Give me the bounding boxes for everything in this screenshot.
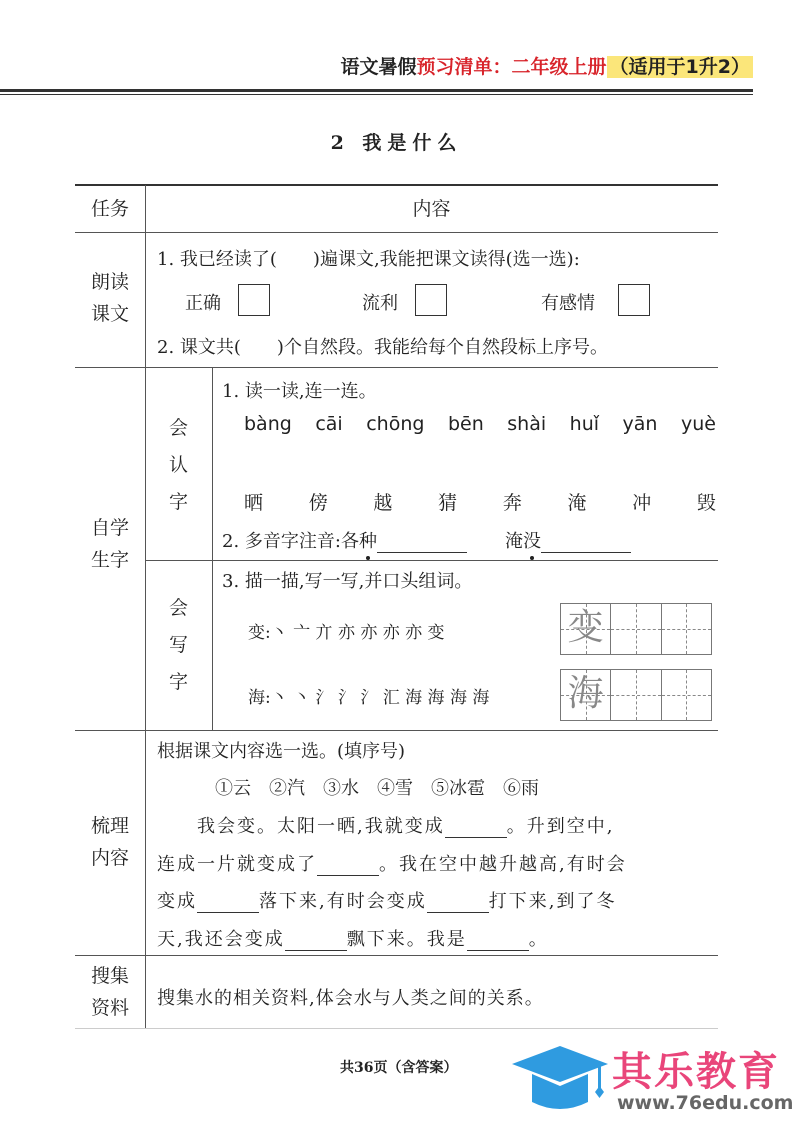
passage-line-2 [157,850,627,876]
label-line: 朗读 [90,271,129,293]
recognize-q1: 1. 读一读,连一连。 [222,381,377,402]
passage-text: 打下来,到了冬 [488,891,617,912]
divider [75,367,718,368]
grid-cell[interactable] [611,670,661,720]
passage-text: 连成一片就变成了 [157,854,317,875]
passage-line-1 [157,812,614,838]
poly-char: 各 [340,531,359,552]
label-char: 字 [168,491,188,513]
label-line: 资料 [90,997,129,1019]
table-bottom-border [75,1028,718,1029]
passage-line-3 [157,887,616,913]
label-char: 写 [168,634,188,656]
sort-question: 根据课文内容选一选。(填序号) [157,741,406,762]
stroke-order-2: 海:丶 丶 氵 氵 氵 汇 海 海 海 海 [248,688,490,708]
checkbox-fluent[interactable] [415,284,447,316]
brand-url: www.76edu.com [617,1092,793,1114]
reading-q1: 1. 我已经读了( )遍课文,我能把课文读得(选一选): [157,249,580,270]
collect-text: 搜集水的相关资料,体会水与人类之间的关系。 [157,988,544,1009]
divider [145,560,718,561]
trace-char: 海 [567,673,604,714]
answer-blank[interactable] [467,932,529,951]
character-item[interactable]: 毁 [696,492,716,514]
pinyin-item[interactable]: bàng [244,413,292,435]
checkbox-expressive[interactable] [618,284,650,316]
divider [75,730,718,731]
label-line: 自学 [90,517,129,539]
header-highlight: （适用于1升2） [607,56,753,78]
character-item[interactable]: 淹 [567,492,587,514]
graduation-cap-icon [510,1044,610,1114]
collect-label [75,960,145,1024]
stroke-order-1: 变:丶 亠 亣 亦 亦 亦 亦 变 [248,623,445,643]
pinyin-item[interactable]: huǐ [569,413,600,435]
divider [75,955,718,956]
label-line: 梳理 [90,815,129,837]
writing-grid-2[interactable] [560,669,712,721]
character-item[interactable]: 晒 [244,492,264,514]
label-char: 会 [168,417,188,439]
passage-text: 我会变。太阳一晒,我就变成 [157,816,445,837]
study-label [75,512,145,576]
reading-label [75,266,145,330]
grid-cell [561,670,611,720]
page-count: 共36页（含答案） [340,1060,458,1076]
table-top-border [75,184,718,186]
passage-text: 飘下来。我是 [346,929,467,950]
character-item[interactable]: 奔 [502,492,522,514]
character-item[interactable]: 冲 [632,492,652,514]
character-row [244,488,716,515]
passage-text: 。升到空中, [506,816,615,837]
character-item[interactable]: 猜 [438,492,458,514]
answer-blank[interactable] [197,894,259,913]
option-fluent: 流利 [362,293,398,314]
answer-blank[interactable] [427,894,489,913]
label-line: 搜集 [90,965,129,987]
label-char: 字 [168,671,188,693]
lesson-title: 2 我是什么 [330,132,463,154]
pinyin-item[interactable]: cāi [315,413,343,435]
recognize-q2 [222,527,631,553]
label-line: 内容 [90,847,129,869]
answer-blank[interactable] [377,534,467,553]
header-rule-thin [0,94,753,95]
trace-char: 变 [567,607,604,648]
pinyin-item[interactable]: yān [622,413,658,435]
answer-blank[interactable] [317,857,379,876]
passage-text: 变成 [157,891,197,912]
q2-text: 2. 多音字注音: [222,531,341,552]
answer-blank[interactable] [285,932,347,951]
checkbox-correct[interactable] [238,284,270,316]
poly-char: 淹 [504,531,523,552]
option-expressive: 有感情 [541,293,595,314]
pinyin-item[interactable]: shài [507,413,547,435]
write-q3: 3. 描一描,写一写,并口头组词。 [222,571,473,592]
passage-text: 落下来,有时会变成 [259,891,427,912]
label-line: 生字 [90,549,129,571]
brand-logo-text: 其乐教育 [612,1049,780,1095]
pinyin-item[interactable]: yuè [681,413,716,435]
pinyin-item[interactable]: chōng [366,413,425,435]
divider [75,232,718,233]
label-char: 会 [168,597,188,619]
answer-blank[interactable] [445,819,507,838]
header-prefix: 语文暑假 [340,56,417,78]
header-red-text: 预习清单：二年级上册 [416,56,607,78]
grid-cell [561,604,611,654]
column-divider [212,367,213,730]
column-header-task: 任务 [90,198,129,220]
header-rule [0,89,753,92]
character-item[interactable]: 傍 [308,492,328,514]
answer-blank[interactable] [541,534,631,553]
grid-cell[interactable] [662,670,711,720]
pinyin-item[interactable]: bēn [447,413,484,435]
pinyin-row [244,413,716,435]
passage-text: 。 [528,929,549,950]
reading-q2: 2. 课文共( )个自然段。我能给每个自然段标上序号。 [157,337,608,358]
grid-cell[interactable] [611,604,661,654]
grid-cell[interactable] [662,604,711,654]
passage-line-4 [157,925,549,951]
option-correct: 正确 [185,293,221,314]
poly-char-marked: 种 [358,531,377,552]
poly-char-marked: 没 [522,531,541,552]
write-label [145,590,212,701]
sort-options: ①云 ②汽 ③水 ④雪 ⑤冰雹 ⑥雨 [215,778,539,799]
passage-text: 天,我还会变成 [157,929,285,950]
sort-label [75,810,145,874]
character-item[interactable]: 越 [373,492,393,514]
column-header-content: 内容 [412,198,451,220]
passage-text: 。我在空中越升越高,有时会 [379,854,627,875]
label-char: 认 [168,454,188,476]
writing-grid-1[interactable] [560,603,712,655]
recognize-label [145,410,212,521]
series-header [341,52,753,79]
label-line: 课文 [90,303,129,325]
